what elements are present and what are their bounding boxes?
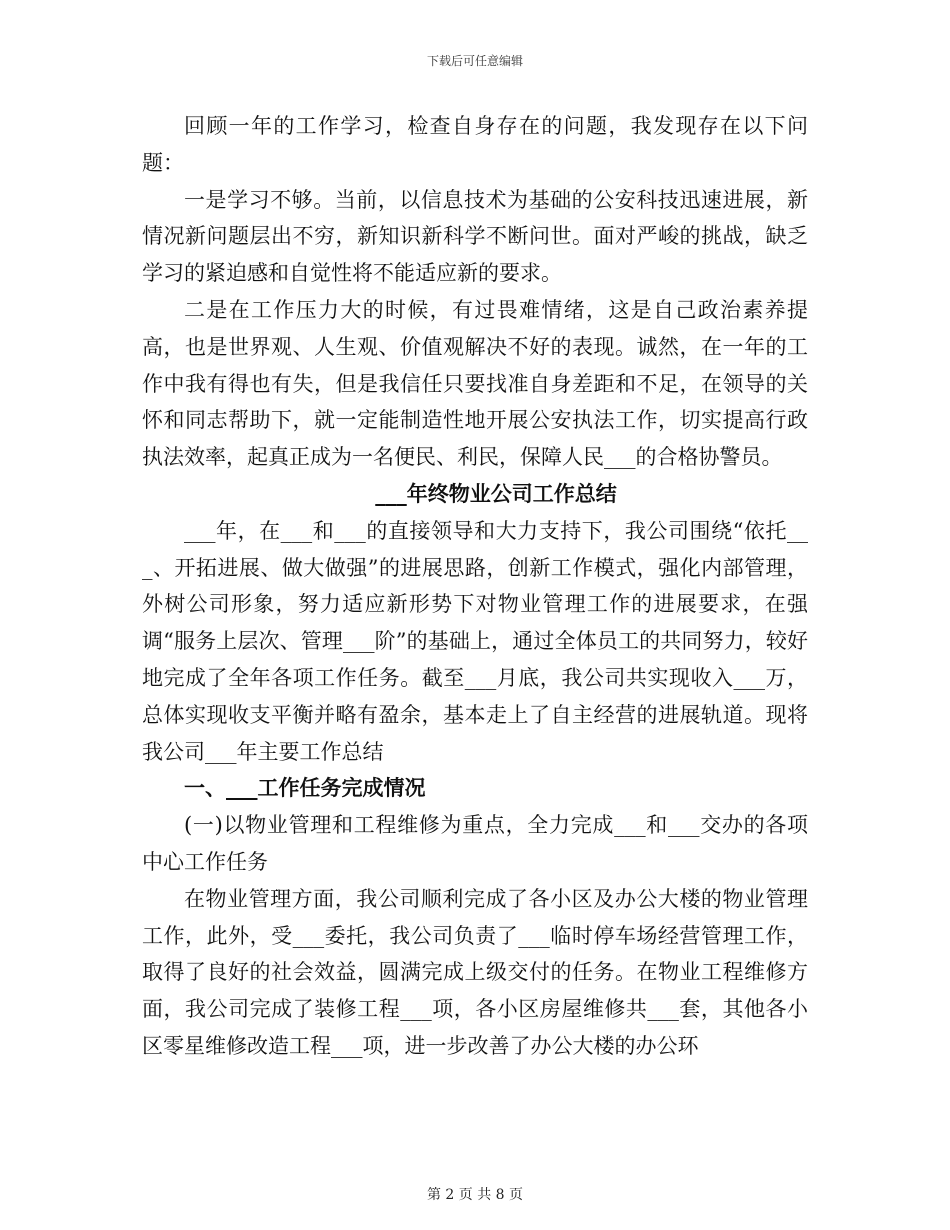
document-body xyxy=(142,108,808,1065)
sub-heading: (一)以物业管理和工程维修为重点，全力完成___和___交办的各项中心工作任务 xyxy=(142,813,808,874)
paragraph-summary-intro: ___年，在___和___的直接领导和大力支持下，我公司围绕“依托___、开拓进展、做大做强”的进展思路，创新工作模式，强化内部管理，外树公司形象，努力适应新形势下对物业管理工作的进展要求，在强调“服务上层次、管理___阶”的基础上，通过全体员工的共同努力，较好地完成了全年各项工作任务。截至___月底，我公司共实现收入___万，总体实现收支平衡并略有盈余，基本走上了自主经营的进展轨道。现将我公司___年主要工作总结 xyxy=(142,518,808,764)
document-title: ___年终物业公司工作总结 xyxy=(375,480,617,506)
paragraph-pressure: 二是在工作压力大的时候，有过畏难情绪，这是自己政治素养提高，也是世界观、人生观、价值观解决不好的表现。诚然，在一年的工作中我有得也有失，但是我信任只要找准自身差距和不足，在领导的关怀和同志帮助下，就一定能制造性地开展公安执法工作，切实提高行政执法效率，起真正成为一名便民、利民，保障人民___的合格协警员。 xyxy=(142,297,808,470)
paragraph-review: 回顾一年的工作学习，检查自身存在的问题，我发现存在以下问题： xyxy=(142,114,808,175)
paragraph-study: 一是学习不够。当前，以信息技术为基础的公安科技迅速进展，新情况新问题层出不穷，新知识新科学不断问世。面对严峻的挑战，缺乏学习的紧迫感和自觉性将不能适应新的要求。 xyxy=(142,187,808,286)
paragraph-property-management: 在物业管理方面，我公司顺利完成了各小区及办公大楼的物业管理工作，此外，受___委托，我公司负责了___临时停车场经营管理工作，取得了良好的社会效益，圆满完成上级交付的任务。在物业工程维修方面，我公司完成了装修工程___项，各小区房屋维修共___套，其他各小区零星维修改造工程___项，进一步改善了办公大楼的办公环 xyxy=(142,886,808,1058)
section-heading: 一、___工作任务完成情况 xyxy=(184,775,426,801)
page-footer: 第 2 页 共 8 页 xyxy=(426,1187,524,1203)
page-header: 下载后可任意编辑 xyxy=(426,54,523,68)
